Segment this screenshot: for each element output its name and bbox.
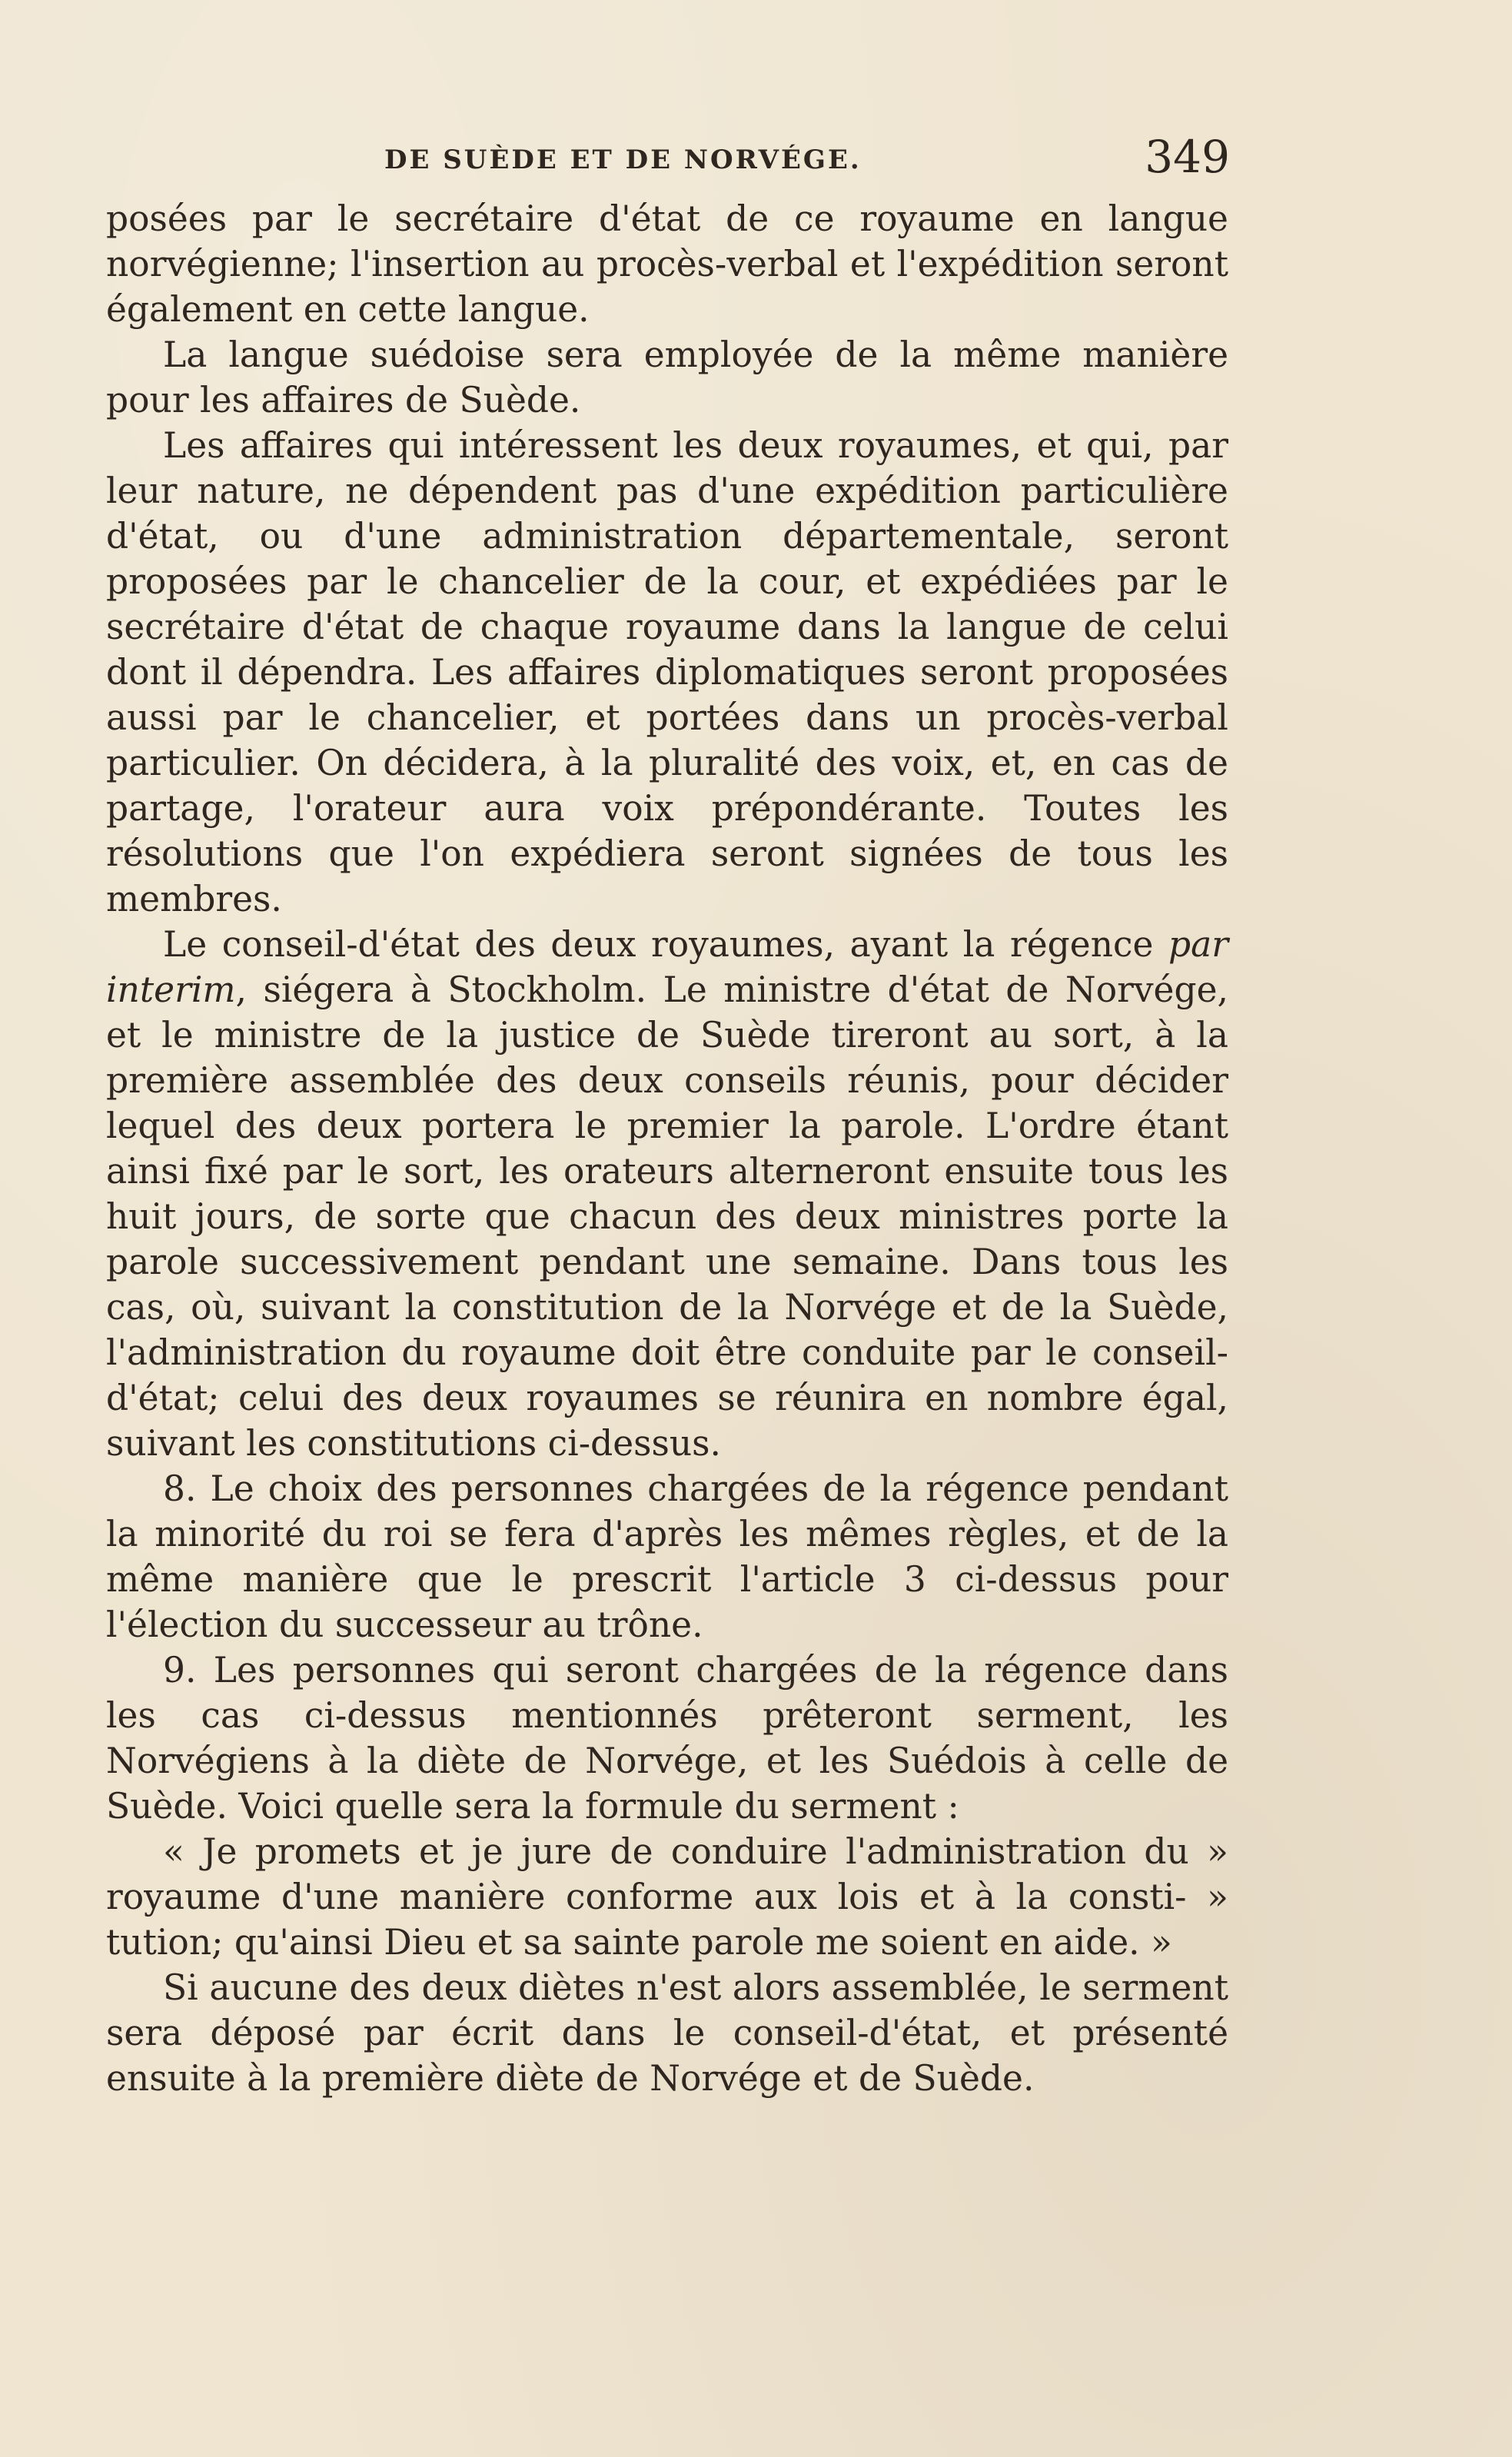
paragraph-article-9: 9. Les personnes qui seront chargées de la régence dans les cas ci-dessus mentionnés prêteront serment, les Norvégiens à la diète de Norvége, et les Suédois à celle de Suède. Voici quelle sera la formule du serment : (106, 1650, 1228, 1827)
body-text (106, 196, 1228, 2101)
paragraph-council-regency-text-a: Le conseil-d'état des deux royaumes, ayant la régence (163, 924, 1168, 965)
paragraph-common-affairs: Les affaires qui intéressent les deux royaumes, et qui, par leur nature, ne dépendent pas d'une expédition particulière d'état, ou d'une administration départementale, seront proposées par le chancelier de la cour, et expédiées par le secrétaire d'état de chaque royaume dans la langue de celui dont il dépendra. Les affaires diplomatiques seront proposées aussi par le chancelier, et portées dans un procès-verbal particulier. On décidera, à la pluralité des voix, et, en cas de partage, l'orateur aura voix prépondérante. Toutes les résolutions que l'on expédiera seront signées de tous les membres. (106, 425, 1228, 919)
page-header (384, 131, 1230, 192)
oath-quote: « Je promets et je jure de conduire l'administration du » royaume d'une manière conforme aux lois et à la consti- » tution; qu'ainsi Dieu et sa sainte parole me soient en aide. » (106, 1831, 1228, 1963)
paragraph-oath-deposit: Si aucune des deux diètes n'est alors assemblée, le serment sera déposé par écrit dans le conseil-d'état, et présenté ensuite à la première diète de Norvége et de Suède. (106, 1967, 1228, 2099)
paragraph-council-regency (106, 922, 1228, 1466)
italic-phrase: par interim (106, 924, 1228, 1010)
paragraph-council-regency-text-b: , siégera à Stockholm. Le ministre d'état de Norvége, et le ministre de la justice de Suède tireront au sort, à la première assemblée des deux conseils réunis, pour décider lequel des deux portera le premier la parole. L'ordre étant ainsi fixé par le sort, les orateurs alterneront ensuite tous les huit jours, de sorte que chacun des deux ministres porte la parole successivement pendant une semaine. Dans tous les cas, où, suivant la constitution de la Norvége et de la Suède, l'administration du royaume doit être conduite par le conseil-d'état; celui des deux royaumes se réunira en nombre égal, suivant les constitutions ci-dessus. (106, 969, 1228, 1464)
paragraph-article-8: 8. Le choix des personnes chargées de la régence pendant la minorité du roi se fera d'après les mêmes règles, et de la même manière que le prescrit l'article 3 ci-dessus pour l'élection du successeur au trône. (106, 1468, 1228, 1645)
running-head: DE SUÈDE ET DE NORVÉGE. (384, 145, 862, 175)
page-number: 349 (1145, 131, 1230, 183)
paragraph-swedish-language: La langue suédoise sera employée de la même manière pour les affaires de Suède. (106, 334, 1228, 421)
paragraph-continued: posées par le secrétaire d'état de ce royaume en langue norvégienne; l'insertion au procès-verbal et l'expédition seront également en cette langue. (106, 198, 1228, 330)
